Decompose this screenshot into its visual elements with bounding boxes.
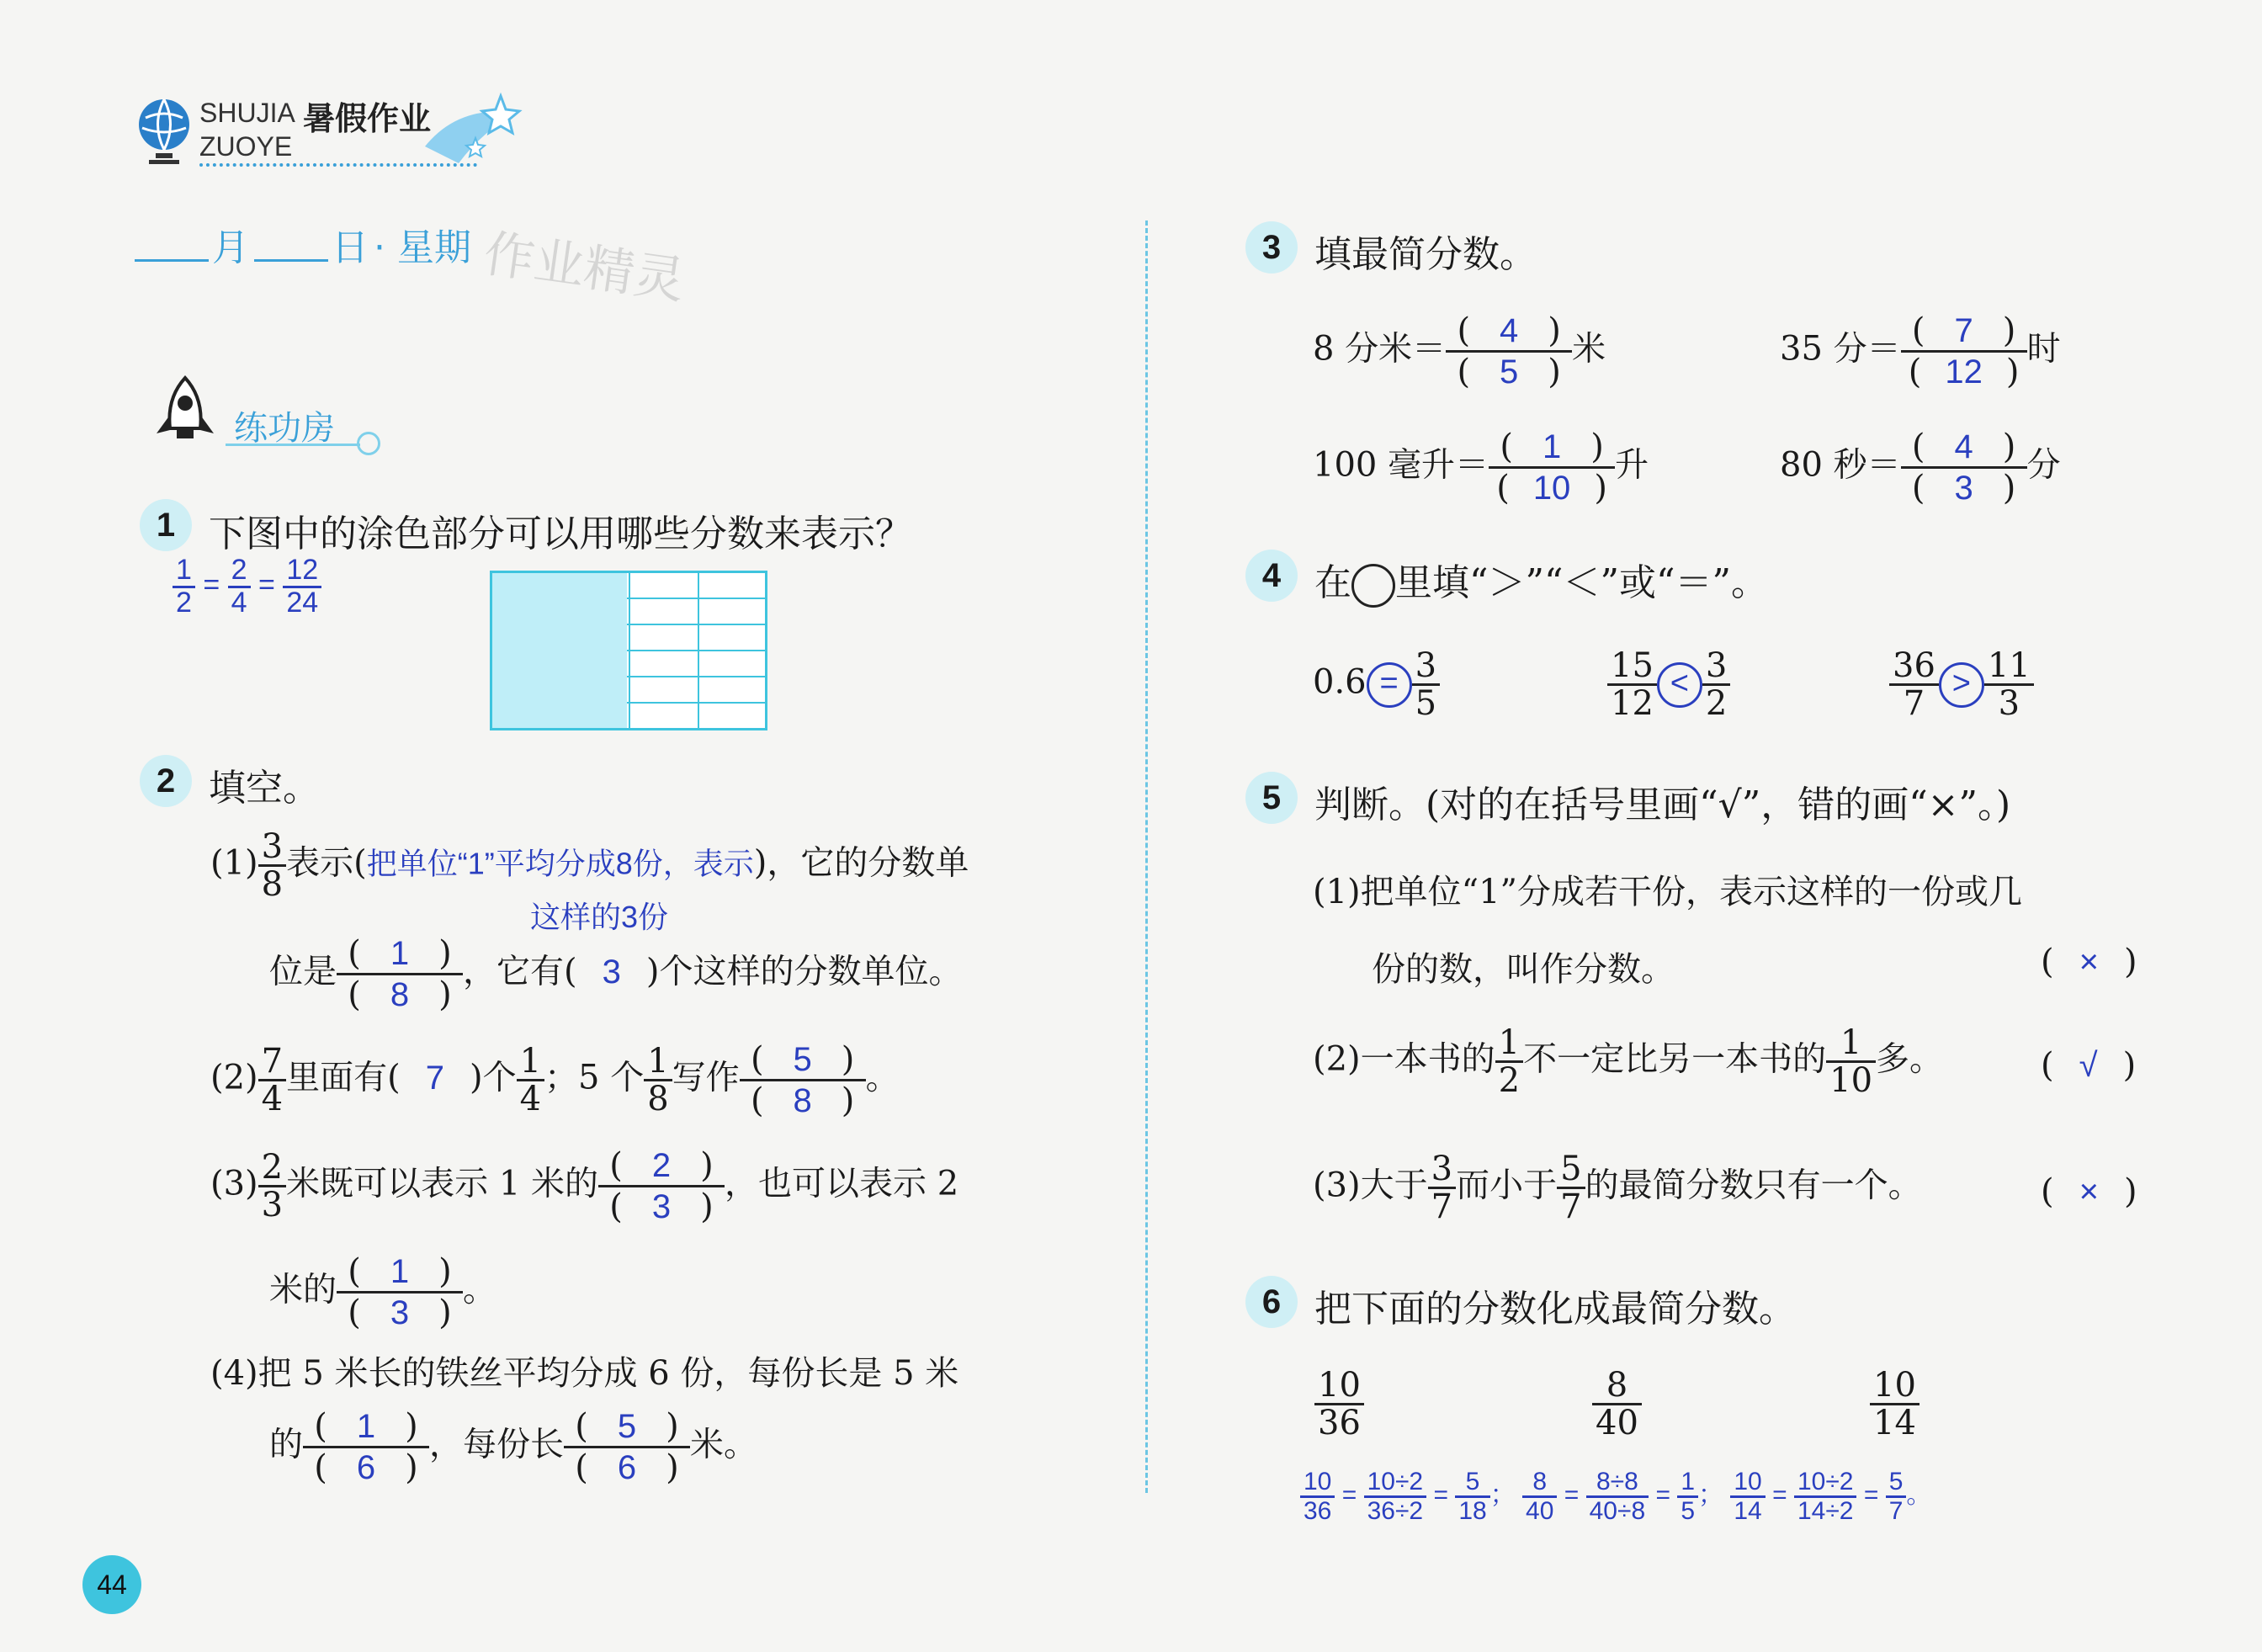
q1-text: 下图中的涂色部分可以用哪些分数来表示？: [209, 513, 912, 555]
q5-s1-line2: 份的数，叫作分数。: [1372, 950, 1675, 989]
q6-fraction-3: $\frac{10}{14}$: [1870, 1368, 1920, 1441]
brand-cn: 暑假作业: [303, 100, 432, 137]
q5-s1-line1: (1)把单位“1”分成若干份，表示这样的一份或几: [1313, 873, 2023, 911]
day-label: 日: [332, 226, 369, 269]
star-comet-icon: [425, 88, 526, 172]
rocket-icon: [151, 374, 219, 450]
q4-compare-1: 0.6 = $\frac{3}{5}$: [1313, 648, 1440, 721]
weekday-label: · 星期: [374, 226, 471, 269]
q6-fraction-2: $\frac{8}{40}$: [1592, 1368, 1642, 1441]
globe-icon: [130, 93, 198, 168]
q5-s3-judgement: ( × ): [2041, 1172, 2137, 1211]
q4-number: 4: [1245, 550, 1298, 602]
q6-fraction-1: $\frac{10}{36}$: [1314, 1368, 1364, 1441]
q2-p3-line2: 米的 $\frac{( 1 )}{( 3 )}$ 。: [269, 1252, 496, 1332]
month-blank[interactable]: [135, 259, 209, 262]
circle-blank-icon: [1351, 564, 1395, 608]
q5-number: 5: [1245, 772, 1298, 824]
day-blank[interactable]: [254, 259, 328, 262]
compare-answer-3: >: [1939, 662, 1984, 708]
q2-p3-line1: (3) $\frac{2}{3}$ 米既可以表示 1 米的 $\frac{( 2 )}{( 3 )}$ ，也可以表示 2: [210, 1146, 959, 1226]
q6-answers: $\frac{10}{36}$ = $\frac{10\div 2}{36\div 2}$ = $\frac{5}{18}$ ； $\frac{8}{40}$ = $\frac{8\div 8}{40\div 8}$ = $\frac{1}{5}$ ； $\frac{10}{14}$ = $\frac{10\div 2}{14\div 2}$ = $\frac{5}{7}$ 。: [1300, 1469, 1931, 1524]
logo: [130, 93, 526, 177]
q1-answer: $\frac{1}{2}$ = $\frac{2}{4}$ = $\frac{12}{24}$: [173, 555, 321, 618]
q2-text: 填空。: [209, 767, 320, 810]
q1-grid: [490, 571, 767, 730]
q5-s3: (3)大于 $\frac{3}{7}$ 而小于 $\frac{5}{7}$ 的最简分数只有一个。: [1313, 1150, 1922, 1226]
q3-item-3: 100 毫升＝ $\frac{( 1 )}{( 10 )}$ 升: [1313, 428, 1649, 507]
q2-p1-answer-line2: 这样的3份: [530, 900, 669, 934]
q4-compare-3: $\frac{36}{7}$ > $\frac{11}{3}$: [1889, 648, 2034, 721]
center-divider: [1145, 220, 1148, 1493]
q5-text: 判断。(对的在括号里画“√”，错的画“×”。): [1314, 784, 2011, 826]
q3-item-2: 35 分＝ $\frac{( 7 )}{( 12 )}$ 时: [1780, 311, 2061, 391]
q1-number: 1: [140, 499, 192, 551]
q3-number: 3: [1245, 221, 1298, 274]
q4-text: 在 里填“＞”“＜”或“＝”。: [1314, 552, 1768, 608]
q6-text: 把下面的分数化成最简分数。: [1314, 1288, 1796, 1331]
q5-s2: (2)一本书的 $\frac{1}{2}$ 不一定比另一本书的 $\frac{1}{10}$ 多。: [1313, 1023, 1944, 1100]
q2-p1-line1: (1) $\frac{3}{8}$ 表示(把单位“1”平均分成8份，表示)，它的分数单: [210, 827, 969, 904]
date-line: [135, 217, 513, 268]
section-title: 练功房: [234, 409, 335, 448]
q6-number: 6: [1245, 1276, 1298, 1328]
page-number: 44: [82, 1555, 141, 1614]
section-header: [151, 374, 387, 450]
q3-item-4: 80 秒＝ $\frac{( 4 )}{( 3 )}$ 分: [1780, 428, 2061, 507]
q2-p4-line1: (4)把 5 米长的铁丝平均分成 6 份，每份长是 5 米: [210, 1354, 959, 1393]
q2-p1-line2: 位是 $\frac{( 1 )}{( 8 )}$ ，它有( 3 )个这样的分数单位。: [269, 934, 963, 1014]
section-underline: [226, 444, 360, 446]
brand-en-2: ZUOYE: [199, 131, 293, 162]
q2-p4-line2: 的 $\frac{( 1 )}{( 6 )}$ ，每份长 $\frac{( 5 )}{( 6 )}$ 米。: [269, 1407, 757, 1487]
section-dot: [357, 432, 380, 455]
q3-item-1: 8 分米＝ $\frac{( 4 )}{( 5 )}$ 米: [1313, 311, 1606, 391]
watermark: 作业精灵: [480, 224, 689, 311]
compare-answer-1: =: [1367, 662, 1412, 708]
brand-en-1: SHUJIA: [199, 98, 295, 128]
q2-number: 2: [140, 755, 192, 807]
q4-compare-2: $\frac{15}{12}$ < $\frac{3}{2}$: [1607, 648, 1730, 721]
q5-s1-judgement: ( × ): [2041, 943, 2137, 981]
month-label: 月: [212, 226, 249, 269]
q3-text: 填最简分数。: [1314, 233, 1537, 276]
q5-s2-judgement: ( √ ): [2041, 1046, 2137, 1085]
q2-p1-answer: 把单位“1”平均分成8份，表示: [366, 846, 754, 881]
q2-p2: (2) $\frac{7}{4}$ 里面有( 7 )个 $\frac{1}{4}$ ；5 个 $\frac{1}{8}$ 写作 $\frac{( 5 )}{( 8 )}$ 。: [210, 1040, 900, 1120]
compare-answer-2: <: [1657, 662, 1702, 708]
